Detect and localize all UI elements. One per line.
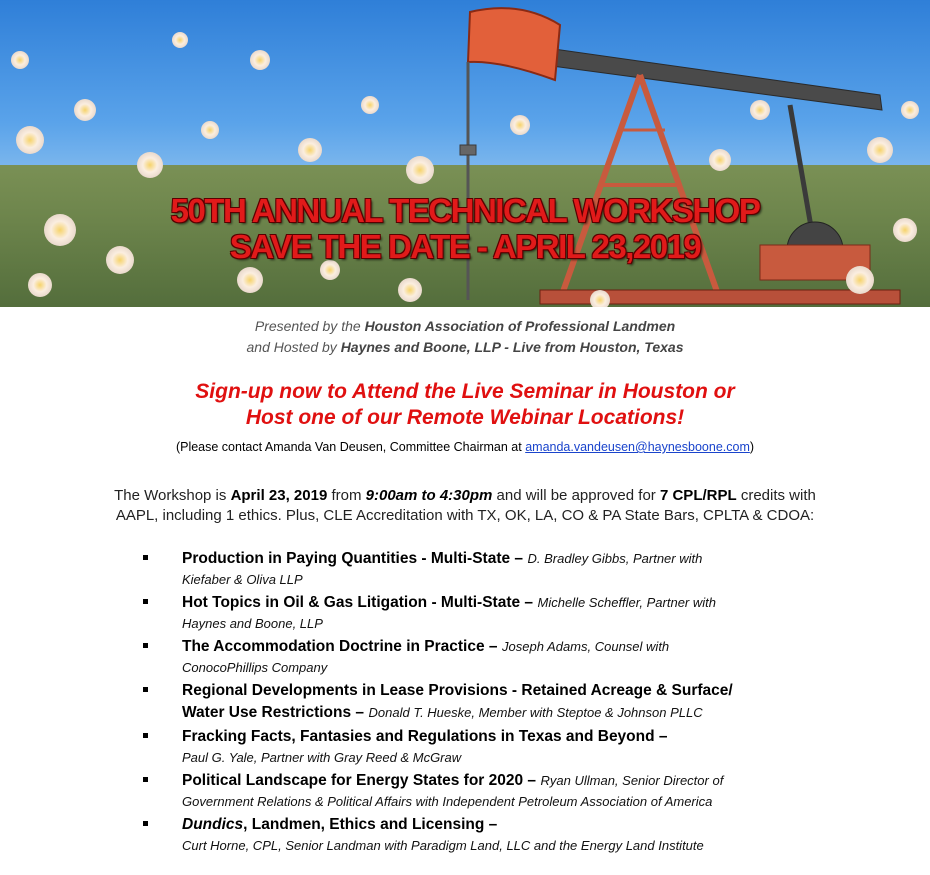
hosted-prefix: and Hosted by <box>246 339 341 355</box>
agenda-item <box>0 770 930 812</box>
contact-note <box>0 440 930 454</box>
agenda-dash: – <box>484 816 498 833</box>
agenda-dash: – <box>523 772 537 789</box>
bullet-icon <box>143 599 148 604</box>
contact-suffix: ) <box>749 440 755 454</box>
bullet-icon <box>143 643 148 648</box>
agenda-dash: – <box>520 594 534 611</box>
presenter-org: Houston Association of Professional Landmen <box>364 318 676 334</box>
agenda-item <box>0 636 930 678</box>
workshop-details <box>0 486 930 526</box>
hero-title-line1: 50TH ANNUAL TECHNICAL WORKSHOP <box>170 192 760 229</box>
agenda-dash: – <box>351 704 365 721</box>
hero-banner <box>0 0 930 307</box>
bullet-icon <box>143 733 148 738</box>
agenda-speaker: Ryan Ullman, Senior Director of <box>540 773 724 788</box>
agenda-item <box>0 548 930 590</box>
signup-line2: Host one of our Remote Webinar Locations! <box>245 406 685 429</box>
workshop-accreditation: AAPL, including 1 ethics. Plus, CLE Accreditation with TX, OK, LA, CO & PA State Bars, CPLTA & CDOA: <box>115 507 815 524</box>
agenda-topic-line2: Water Use Restrictions <box>182 704 352 721</box>
agenda-topic-italic: Dundics <box>182 816 244 833</box>
agenda-topic: Political Landscape for Energy States for 2020 <box>182 772 524 789</box>
agenda-item <box>0 592 930 634</box>
agenda-topic: , Landmen, Ethics and Licensing <box>243 816 485 833</box>
contact-email-link[interactable]: amanda.vandeusen@haynesboone.com <box>525 440 750 454</box>
workshop-text: credits with <box>736 487 816 504</box>
agenda-topic: Hot Topics in Oil & Gas Litigation - Multi-State <box>182 594 521 611</box>
signup-callout <box>0 379 930 431</box>
agenda-speaker: Donald T. Hueske, Member with Steptoe & Johnson PLLC <box>368 705 703 720</box>
agenda-topic: Fracking Facts, Fantasies and Regulations in Texas and Beyond <box>182 728 655 745</box>
agenda-speaker: D. Bradley Gibbs, Partner with <box>527 551 703 566</box>
contact-prefix: (Please contact Amanda Van Deusen, Committee Chairman at <box>175 440 526 454</box>
workshop-text: from <box>327 487 366 504</box>
bullet-icon <box>143 687 148 692</box>
workshop-text: and will be approved for <box>492 487 660 504</box>
agenda-speaker-line2: Government Relations & Political Affairs with Independent Petroleum Association of America <box>182 794 713 809</box>
agenda-speaker-line2: ConocoPhillips Company <box>182 660 328 675</box>
agenda-list <box>0 548 930 858</box>
agenda-dash: – <box>510 550 524 567</box>
agenda-speaker-line2: Curt Horne, CPL, Senior Landman with Paradigm Land, LLC and the Energy Land Institute <box>182 838 704 853</box>
agenda-speaker-line2: Paul G. Yale, Partner with Gray Reed & McGraw <box>182 750 462 765</box>
hero-title-line2: SAVE THE DATE - APRIL 23,2019 <box>229 228 701 265</box>
agenda-dash: – <box>654 728 668 745</box>
signup-line1: Sign-up now to Attend the Live Seminar in Houston or <box>195 380 735 403</box>
agenda-speaker-line2: Kiefaber & Oliva LLP <box>182 572 303 587</box>
agenda-speaker: Joseph Adams, Counsel with <box>502 639 670 654</box>
agenda-item <box>0 814 930 856</box>
agenda-dash: – <box>484 638 498 655</box>
agenda-speaker-line2: Haynes and Boone, LLP <box>182 616 323 631</box>
bullet-icon <box>143 821 148 826</box>
agenda-item <box>0 726 930 768</box>
agenda-topic: Production in Paying Quantities - Multi-State <box>182 550 511 567</box>
agenda-topic: Regional Developments in Lease Provisions - Retained Acreage & Surface/ <box>182 682 733 699</box>
workshop-text: The Workshop is <box>114 487 231 504</box>
workshop-time: 9:00am to 4:30pm <box>365 487 493 504</box>
agenda-item <box>0 680 930 724</box>
host-org: Haynes and Boone, LLP - Live from Houston, Texas <box>340 339 684 355</box>
agenda-topic: The Accommodation Doctrine in Practice <box>182 638 485 655</box>
presented-prefix: Presented by the <box>254 318 365 334</box>
bullet-icon <box>143 555 148 560</box>
bullet-icon <box>143 777 148 782</box>
agenda-speaker: Michelle Scheffler, Partner with <box>537 595 716 610</box>
workshop-date: April 23, 2019 <box>230 487 328 504</box>
presented-by <box>0 316 930 358</box>
workshop-credits: 7 CPL/RPL <box>659 487 737 504</box>
